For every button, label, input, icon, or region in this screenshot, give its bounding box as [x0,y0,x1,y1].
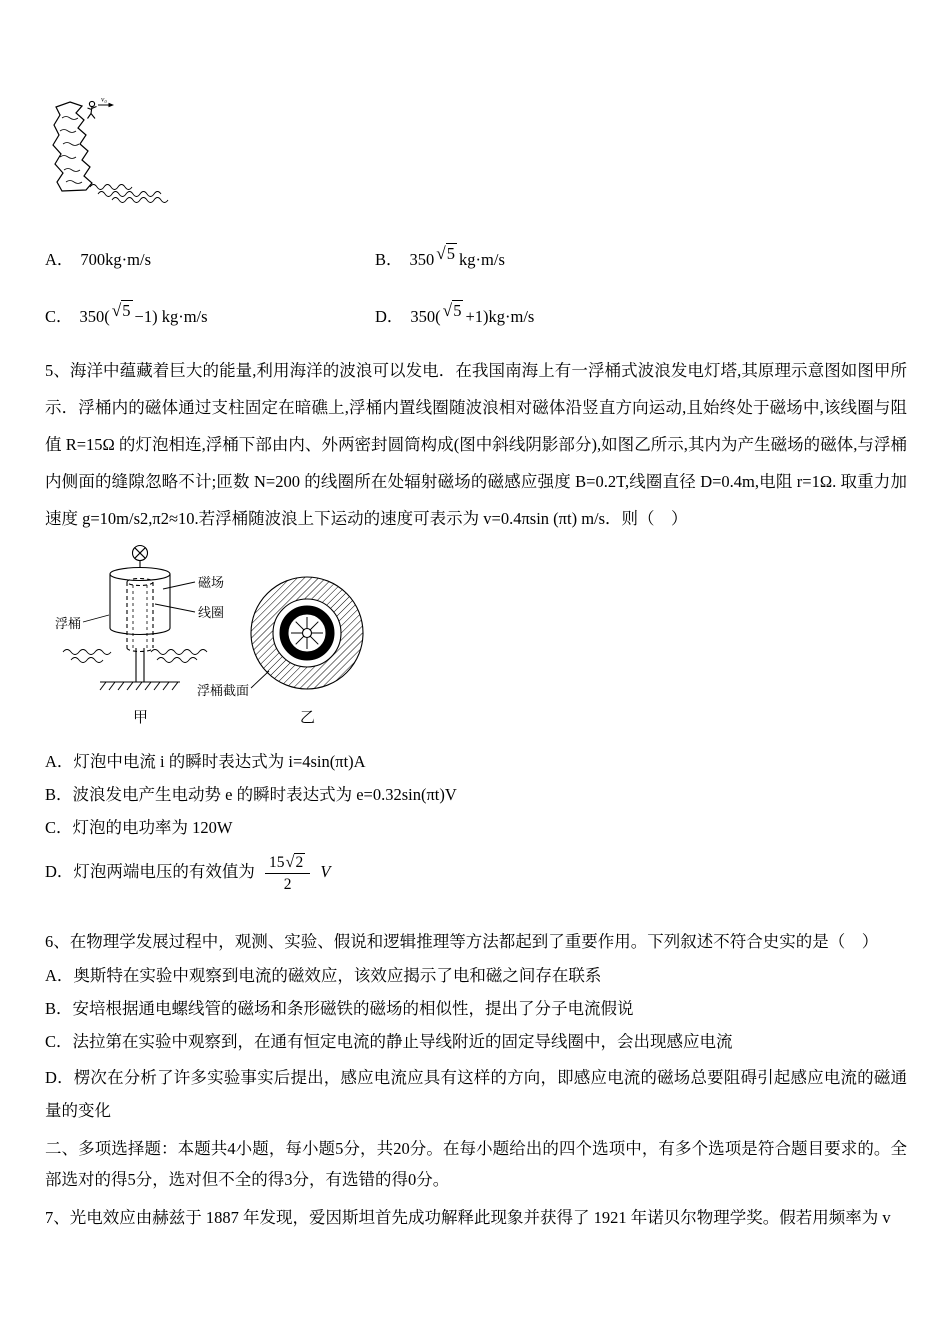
q5-option-b: B．波浪发电产生电动势 e 的瞬时表达式为 e=0.32sin(πt)V [45,785,457,804]
option-label: A． [45,250,74,269]
fraction-numerator [265,852,310,874]
option-text: 700kg·m/s [80,250,152,269]
option-text: 350( [410,307,441,326]
q4-option-d [375,303,534,327]
q6-option-c: C．法拉第在实验中观察到，在通有恒定电流的静止导线附近的固定导线圈中，会出现感应电流 [45,1032,733,1051]
radical-sign: √ [442,301,453,320]
radicand: 5 [453,301,462,320]
q6-option-b: B．安培根据通电螺线管的磁场和条形磁铁的磁场的相似性，提出了分子电流假说 [45,999,634,1018]
label-jia: 甲 [133,710,149,726]
label-cross-section: 浮桶截面 [197,683,250,698]
q4-option-a [45,246,151,270]
q5-option-d [45,852,330,895]
q5-option-a: A．灯泡中电流 i 的瞬时表达式为 i=4sin(πt)A [45,752,366,771]
radicand: 5 [446,244,456,263]
q6-stem: 6、在物理学发展过程中，观测、实验、假说和逻辑推理等方法都起到了重要作用。下列叙述不符合史实的是（ ） [45,932,879,951]
water-waves [90,185,168,203]
q6-option-a: A．奥斯特在实验中观察到电流的磁效应，该效应揭示了电和磁之间存在联系 [45,966,602,985]
option-text: 350( [79,307,110,326]
reef-ground [100,682,180,690]
q4-cliff-figure [48,96,198,208]
q6-option-d: D．楞次在分析了许多实验事实后提出，感应电流应具有这样的方向，即感应电流的磁场总要阻碍引起感应电流的磁通量的变化 [45,1068,907,1120]
label-float-barrel: 浮桶 [55,616,82,631]
label-magnetic-field: 磁场 [198,575,225,590]
sqrt-radical [112,301,133,321]
fraction-denominator: 2 [283,876,292,894]
option-text: −1) kg·m/s [134,307,208,326]
q7-stem: 7、光电效应由赫兹于 1887 年发现，爱因斯坦首先成功解释此现象并获得了 1921 年诺贝尔物理学奖。假若用频率为 v [45,1208,891,1227]
section2-header: 二、多项选择题：本题共4小题，每小题5分，共20分。在每小题给出的四个选项中，有多个选项是符合题目要求的。全部选对的得5分，选对但不全的得3分，有选错的得0分。 [45,1139,907,1189]
option-text: kg·m/s [459,250,505,269]
fraction [265,852,310,895]
option-label: B． [375,250,403,269]
q5-option-c: C．灯泡的电功率为 120W [45,818,233,837]
unit-volt: V [320,862,331,882]
sqrt-radical [443,301,464,321]
lamp-icon [133,546,148,570]
label-yi: 乙 [300,710,316,726]
radical-sign: √ [436,244,446,263]
option-text: +1)kg·m/s [465,307,535,326]
radicand: 2 [295,854,304,871]
q4-option-c [45,303,208,327]
q5-stem: 5、海洋中蕴藏着巨大的能量,利用海洋的波浪可以发电．在我国南海上有一浮桶式波浪发电灯塔,其原理示意图如图甲所示．浮桶内的磁体通过支柱固定在暗礁上,浮桶内置线圈随波浪相对磁体沿竖直方向运动,且始终处于磁场中,该线圈与阻值 R=15Ω 的灯泡相连,浮桶下部由内、外两密封圆筒构成(图中斜线阴影部分),如图乙所示,其内为产生磁场的磁体,与浮桶内侧面的缝隙忽略不计;匝数 N=200 的线圈所在处辐射磁场的磁感应强度 B=0.2T,线圈直径 D=0.4m,电阻 r=1Ω. 取重力加速度 g=10m/s2,π2≈10.若浮桶随波浪上下运动的速度可表示为 v=0.4πsin (πt) m/s．则（ ） [45,361,907,528]
q4-option-b [375,246,505,270]
q5-buoy-figure [45,540,415,732]
cliff-outline [53,102,92,191]
radical-sign: √ [111,301,122,320]
diver-figure [88,101,97,118]
option-text: D．灯泡两端电压的有效值为 [45,862,255,882]
sqrt-radical [436,244,457,264]
option-label: D． [375,307,404,326]
numerator-coefficient: 15 [269,854,285,871]
radicand: 5 [122,301,131,320]
option-text: 350 [409,250,435,269]
label-coil: 线圈 [198,605,225,620]
leader-lines [83,582,269,688]
float-barrel-drawing [110,568,170,683]
sqrt-radical [286,852,306,872]
velocity-label: v₀ [101,96,107,104]
option-label: C． [45,307,73,326]
velocity-arrow [98,96,114,107]
radical-sign: √ [285,853,295,871]
